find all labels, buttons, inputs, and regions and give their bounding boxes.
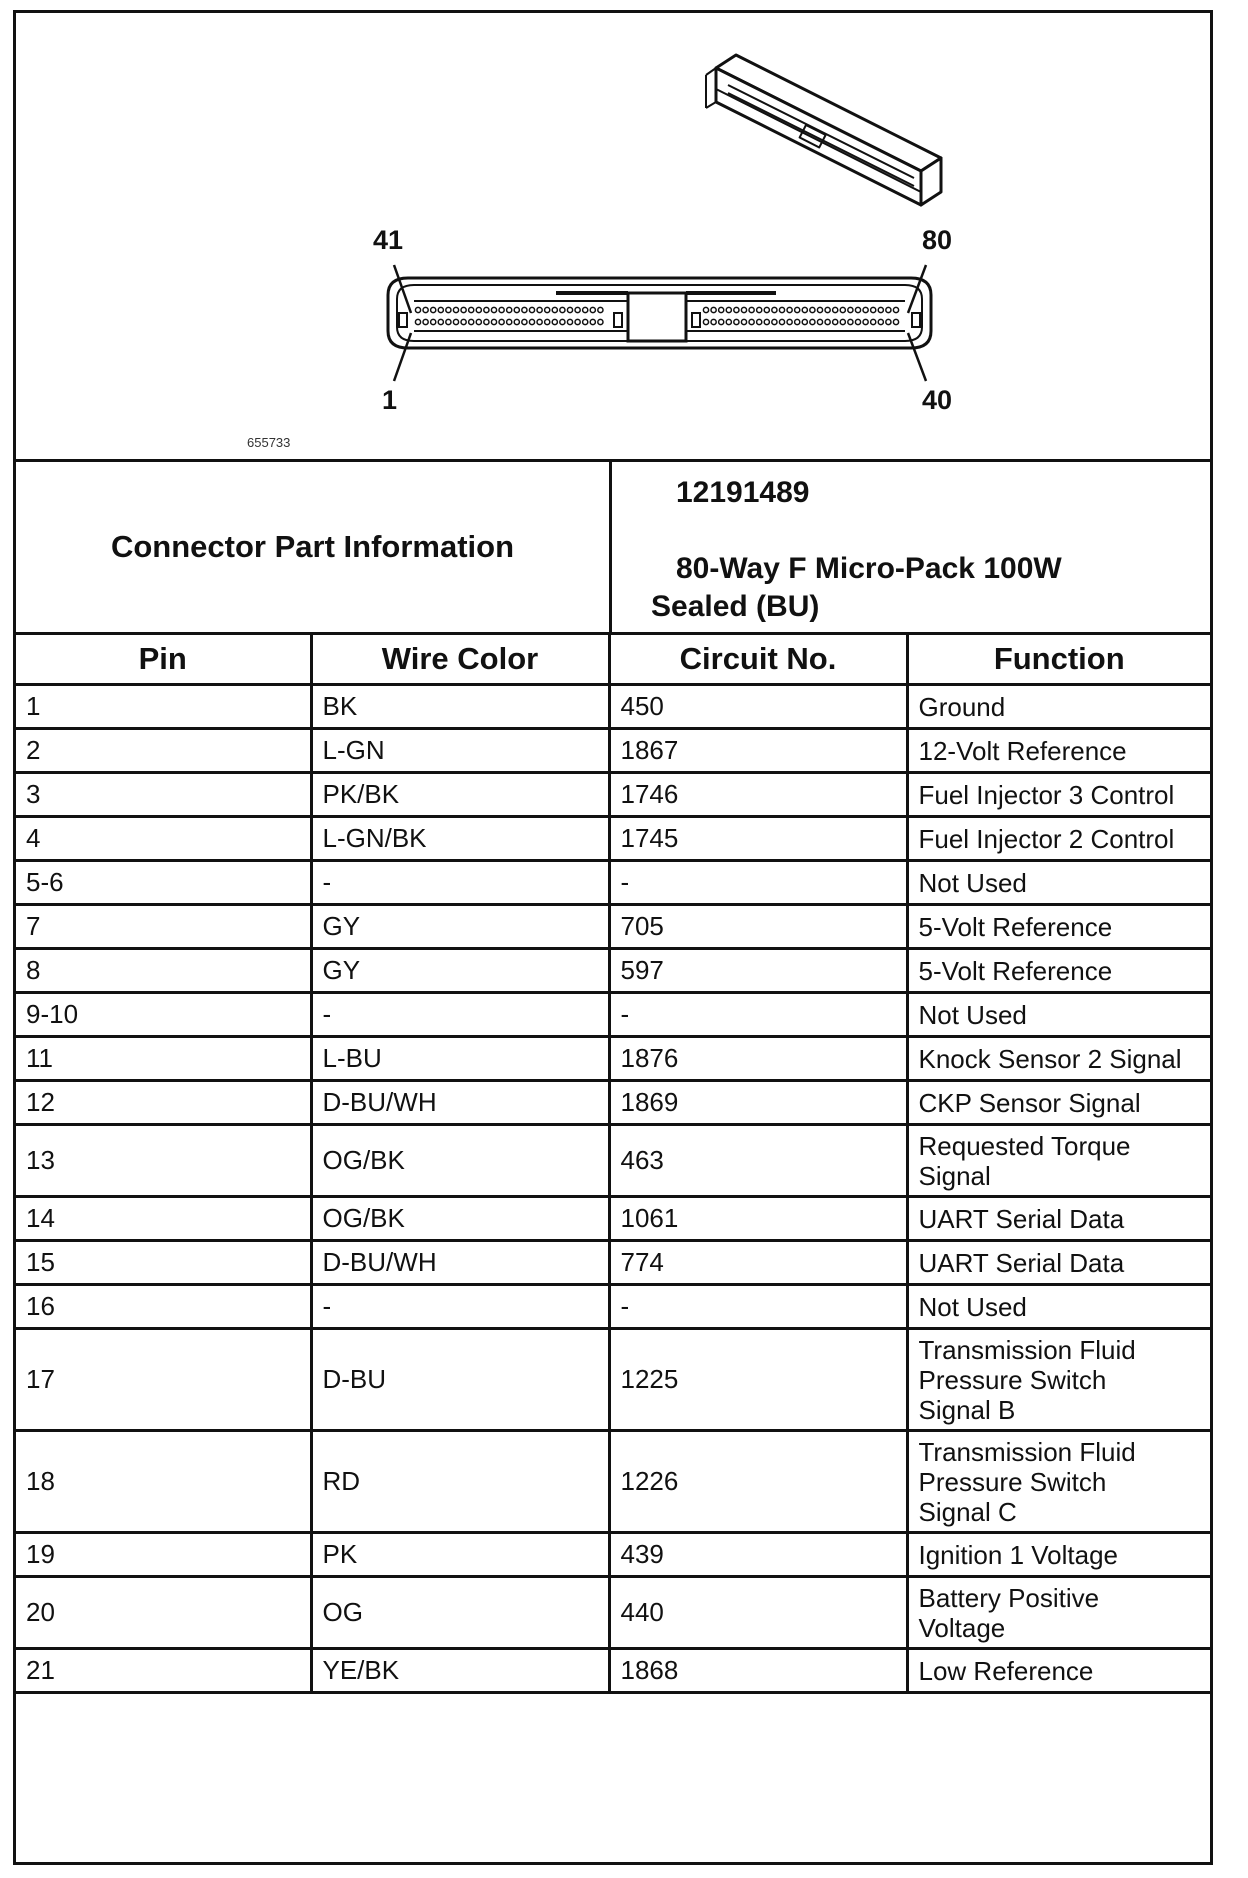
function-line: Ground xyxy=(918,691,1006,722)
wire-color-cell: OG/BK xyxy=(311,1125,609,1197)
function-cell xyxy=(907,1577,1210,1649)
wire-color-cell: BK xyxy=(311,685,609,729)
table-row xyxy=(16,1577,1210,1649)
header-function: Function xyxy=(907,635,1210,685)
pinout-table-wrapper xyxy=(16,635,1210,1694)
function-line: 5-Volt Reference xyxy=(918,911,1113,942)
wire-color-cell: - xyxy=(311,861,609,905)
table-row xyxy=(16,817,1210,861)
wire-color-cell: RD xyxy=(311,1431,609,1533)
pin-cell: 15 xyxy=(16,1241,311,1285)
connector-sheet xyxy=(13,10,1213,1865)
circuit-cell: 440 xyxy=(609,1577,907,1649)
pin-label-1: 1 xyxy=(382,385,398,415)
part-description-line2: Sealed (BU) xyxy=(651,590,820,623)
circuit-cell: 1061 xyxy=(609,1197,907,1241)
pin-cell: 8 xyxy=(16,949,311,993)
function-line: UART Serial Data xyxy=(918,1203,1125,1234)
wire-color-cell: GY xyxy=(311,949,609,993)
function-line: Fuel Injector 3 Control xyxy=(918,779,1175,810)
circuit-cell: 705 xyxy=(609,905,907,949)
function-line: Ignition 1 Voltage xyxy=(918,1539,1118,1570)
wire-color-cell: D-BU/WH xyxy=(311,1241,609,1285)
pin-cell: 12 xyxy=(16,1081,311,1125)
table-row xyxy=(16,1241,1210,1285)
function-line: 5-Volt Reference xyxy=(918,955,1113,986)
table-row xyxy=(16,1197,1210,1241)
circuit-cell: - xyxy=(609,993,907,1037)
function-line: UART Serial Data xyxy=(918,1247,1125,1278)
part-info-heading: Connector Part Information xyxy=(110,529,514,564)
wire-color-cell: OG/BK xyxy=(311,1197,609,1241)
connector-diagram xyxy=(16,13,1210,459)
wire-color-cell: PK/BK xyxy=(311,773,609,817)
function-line: CKP Sensor Signal xyxy=(918,1087,1141,1118)
function-cell xyxy=(907,949,1210,993)
function-line: Signal C xyxy=(918,1496,1017,1527)
pin-cell: 5-6 xyxy=(16,861,311,905)
part-description xyxy=(651,550,1062,626)
table-row xyxy=(16,729,1210,773)
pin-cell: 13 xyxy=(16,1125,311,1197)
circuit-cell: 439 xyxy=(609,1533,907,1577)
connector-part-info xyxy=(16,462,1210,635)
table-row xyxy=(16,1431,1210,1533)
wire-color-cell: OG xyxy=(311,1577,609,1649)
function-line: Knock Sensor 2 Signal xyxy=(918,1043,1182,1074)
table-row xyxy=(16,1533,1210,1577)
function-line: Signal xyxy=(918,1160,991,1191)
table-row xyxy=(16,993,1210,1037)
circuit-cell: 463 xyxy=(609,1125,907,1197)
function-line: Low Reference xyxy=(918,1655,1094,1686)
pin-label-41: 41 xyxy=(373,225,404,255)
circuit-cell: 1225 xyxy=(609,1329,907,1431)
wire-color-cell: - xyxy=(311,1285,609,1329)
header-pin: Pin xyxy=(16,635,311,685)
function-line: Fuel Injector 2 Control xyxy=(918,823,1175,854)
pinout-table-body xyxy=(16,685,1210,1693)
function-cell xyxy=(907,1125,1210,1197)
pin-cell: 18 xyxy=(16,1431,311,1533)
circuit-cell: 1867 xyxy=(609,729,907,773)
table-row xyxy=(16,949,1210,993)
pin-cell: 21 xyxy=(16,1649,311,1693)
circuit-cell: 1746 xyxy=(609,773,907,817)
circuit-cell: - xyxy=(609,861,907,905)
circuit-cell: 774 xyxy=(609,1241,907,1285)
connector-3d-sketch xyxy=(706,55,941,205)
table-row xyxy=(16,1285,1210,1329)
function-cell xyxy=(907,1285,1210,1329)
pin-cell: 16 xyxy=(16,1285,311,1329)
table-row xyxy=(16,905,1210,949)
function-cell xyxy=(907,1533,1210,1577)
circuit-cell: 450 xyxy=(609,685,907,729)
function-cell xyxy=(907,817,1210,861)
wire-color-cell: L-GN/BK xyxy=(311,817,609,861)
function-line: 12-Volt Reference xyxy=(918,735,1127,766)
part-description-line1: 80-Way F Micro-Pack 100W xyxy=(676,552,1062,585)
circuit-cell: 597 xyxy=(609,949,907,993)
function-cell xyxy=(907,1329,1210,1431)
function-cell xyxy=(907,1431,1210,1533)
pin-cell: 20 xyxy=(16,1577,311,1649)
circuit-cell: 1226 xyxy=(609,1431,907,1533)
table-row xyxy=(16,1125,1210,1197)
table-row xyxy=(16,1329,1210,1431)
table-row xyxy=(16,685,1210,729)
function-cell xyxy=(907,685,1210,729)
function-line: Requested Torque xyxy=(918,1130,1131,1161)
pin-cell: 14 xyxy=(16,1197,311,1241)
pin-cell: 11 xyxy=(16,1037,311,1081)
function-cell xyxy=(907,1197,1210,1241)
circuit-cell: 1868 xyxy=(609,1649,907,1693)
table-row xyxy=(16,1037,1210,1081)
function-line: Signal B xyxy=(918,1394,1016,1425)
function-line: Transmission Fluid xyxy=(918,1334,1136,1365)
circuit-cell: 1745 xyxy=(609,817,907,861)
function-cell xyxy=(907,773,1210,817)
header-wire-color: Wire Color xyxy=(311,635,609,685)
function-cell xyxy=(907,861,1210,905)
connector-figure xyxy=(16,13,1210,462)
wire-color-cell: L-BU xyxy=(311,1037,609,1081)
table-header-row xyxy=(16,635,1210,685)
pin-cell: 2 xyxy=(16,729,311,773)
pin-cell: 17 xyxy=(16,1329,311,1431)
wire-color-cell: - xyxy=(311,993,609,1037)
function-line: Pressure Switch xyxy=(918,1466,1107,1497)
pin-cell: 9-10 xyxy=(16,993,311,1037)
table-row xyxy=(16,861,1210,905)
function-cell xyxy=(907,905,1210,949)
pinout-table xyxy=(16,635,1210,1694)
wire-color-cell: YE/BK xyxy=(311,1649,609,1693)
function-line: Battery Positive xyxy=(918,1582,1100,1613)
wire-color-cell: D-BU xyxy=(311,1329,609,1431)
pin-cell: 19 xyxy=(16,1533,311,1577)
table-row xyxy=(16,1081,1210,1125)
function-cell xyxy=(907,1241,1210,1285)
function-cell xyxy=(907,729,1210,773)
pin-cell: 3 xyxy=(16,773,311,817)
pin-label-80: 80 xyxy=(922,225,953,255)
wire-color-cell: GY xyxy=(311,905,609,949)
function-cell xyxy=(907,993,1210,1037)
function-line: Voltage xyxy=(918,1612,1006,1643)
part-number: 12191489 xyxy=(676,476,810,509)
header-circuit-no: Circuit No. xyxy=(609,635,907,685)
wire-color-cell: PK xyxy=(311,1533,609,1577)
wire-color-cell: L-GN xyxy=(311,729,609,773)
function-line: Pressure Switch xyxy=(918,1364,1107,1395)
circuit-cell: - xyxy=(609,1285,907,1329)
table-row xyxy=(16,1649,1210,1693)
function-cell xyxy=(907,1037,1210,1081)
pin-cell: 7 xyxy=(16,905,311,949)
circuit-cell: 1876 xyxy=(609,1037,907,1081)
wire-color-cell: D-BU/WH xyxy=(311,1081,609,1125)
figure-id: 655733 xyxy=(247,435,291,450)
function-cell xyxy=(907,1081,1210,1125)
circuit-cell: 1869 xyxy=(609,1081,907,1125)
function-line: Not Used xyxy=(918,867,1027,898)
function-line: Not Used xyxy=(918,1291,1027,1322)
table-row xyxy=(16,773,1210,817)
pin-label-40: 40 xyxy=(922,385,953,415)
function-cell xyxy=(907,1649,1210,1693)
part-info-heading-cell xyxy=(16,462,612,632)
pin-cell: 4 xyxy=(16,817,311,861)
pin-cell: 1 xyxy=(16,685,311,729)
function-line: Transmission Fluid xyxy=(918,1436,1136,1467)
function-line: Not Used xyxy=(918,999,1027,1030)
